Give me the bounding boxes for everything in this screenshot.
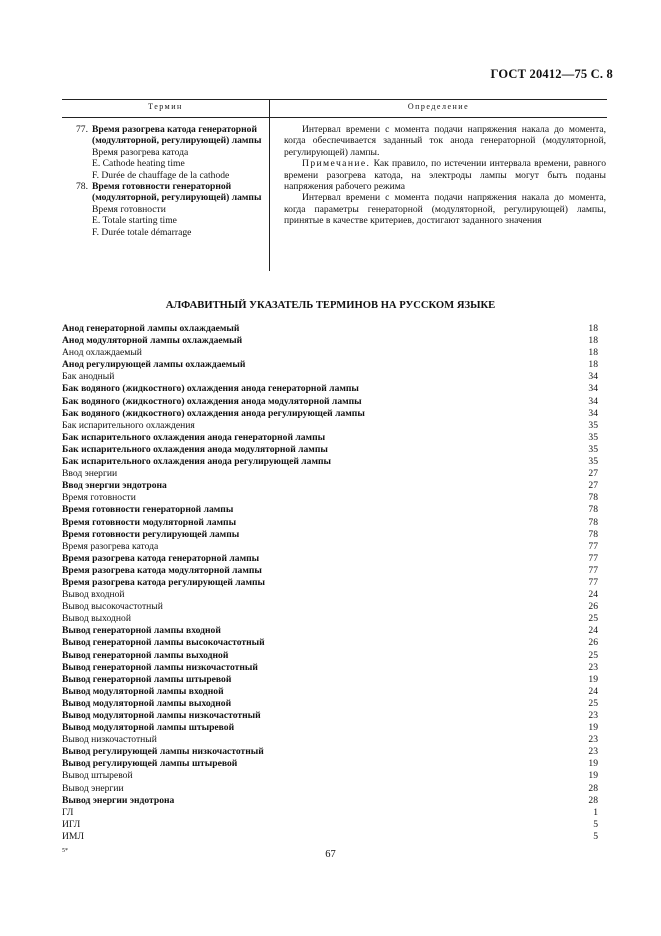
index-term: Вывод генераторной лампы выходной — [62, 649, 229, 661]
table-header-rule — [62, 117, 607, 118]
index-page-ref: 19 — [588, 722, 598, 734]
term-title: Время разогрева катода генераторной (модуляторной, регулирующей) лампы — [92, 124, 262, 147]
index-term: Вывод генераторной лампы низкочастотный — [62, 661, 258, 673]
index-page-ref: 35 — [588, 443, 598, 455]
index-entry — [62, 480, 598, 492]
index-entry — [62, 613, 598, 625]
index-entry — [62, 783, 598, 795]
index-term: Время разогрева катода генераторной лампы — [62, 552, 260, 564]
term-english: E. Cathode heating time — [92, 158, 185, 170]
index-entry — [62, 770, 598, 782]
index-page-ref: 18 — [588, 323, 598, 334]
index-entry — [62, 722, 598, 734]
index-entry — [62, 686, 598, 698]
index-page-ref: 23 — [588, 746, 598, 758]
index-entry — [62, 637, 598, 649]
index-term: Вывод выходной — [62, 613, 131, 625]
index-term: Бак водяного (жидкостного) охлаждения анода модуляторной лампы — [62, 395, 362, 407]
index-entry — [62, 746, 598, 758]
index-term: Время разогрева катода модуляторной лампы — [62, 564, 262, 576]
index-page-ref: 78 — [588, 504, 598, 516]
index-page-ref: 23 — [588, 661, 598, 673]
index-entry — [62, 468, 598, 480]
index-entry — [62, 432, 598, 444]
index-page-ref: 77 — [588, 564, 598, 576]
index-entry — [62, 371, 598, 383]
index-term: Бак водяного (жидкостного) охлаждения анода генераторной лампы — [62, 383, 359, 395]
term-french: F. Durée de chauffage de la cathode — [92, 169, 230, 181]
index-term: Бак водяного (жидкостного) охлаждения анода регулирующей лампы — [62, 407, 365, 419]
index-term: Вывод регулирующей лампы штыревой — [62, 758, 238, 770]
index-entry — [62, 819, 598, 831]
terms-table — [62, 99, 607, 271]
index-term: Время готовности генераторной лампы — [62, 504, 234, 516]
index-page-ref: 5 — [593, 818, 598, 830]
index-page-ref: 77 — [588, 540, 598, 552]
terms-column — [76, 124, 268, 238]
index-page-ref: 35 — [588, 419, 598, 431]
index-page-ref: 24 — [588, 685, 598, 697]
index-page-ref: 77 — [588, 576, 598, 588]
index-entry — [62, 625, 598, 637]
index-page-ref: 78 — [588, 528, 598, 540]
index-term: Вывод регулирующей лампы низкочастотный — [62, 746, 264, 758]
index-page-ref: 35 — [588, 456, 598, 468]
index-entry — [62, 698, 598, 710]
term-number: 77. — [76, 124, 88, 135]
column-header-term: Термин — [148, 102, 183, 111]
index-entry — [62, 734, 598, 746]
index-entry — [62, 650, 598, 662]
index-page-ref: 26 — [588, 637, 598, 649]
term-number: 78. — [76, 181, 88, 193]
index-page-ref: 18 — [588, 359, 598, 371]
index-term: Вывод генераторной лампы высокочастотный — [62, 637, 265, 649]
index-term: Вывод модуляторной лампы низкочастотный — [62, 710, 261, 721]
note-label: Примечание. — [302, 158, 371, 170]
index-page-ref: 28 — [588, 794, 598, 806]
index-entry — [62, 383, 598, 395]
column-divider-body — [269, 118, 270, 271]
index-term: Вывод модуляторной лампы штыревой — [62, 722, 235, 734]
index-page-ref: 27 — [588, 480, 598, 492]
index-page-ref: 25 — [588, 613, 598, 625]
index-entry — [62, 577, 598, 589]
term-title: Время готовности генераторной (модуляторной, регулирующей) лампы — [92, 181, 262, 204]
index-entry — [62, 589, 598, 601]
index-page-ref: 18 — [588, 335, 598, 347]
index-page-ref: 23 — [588, 710, 598, 721]
term-entry-77 — [76, 124, 268, 181]
term-entry-78 — [76, 181, 268, 238]
index-title: АЛФАВИТНЫЙ УКАЗАТЕЛЬ ТЕРМИНОВ НА РУССКОМ ЯЗЫКЕ — [165, 300, 496, 311]
index-entry — [62, 456, 598, 468]
index-page-ref: 19 — [588, 770, 598, 782]
index-entry — [62, 408, 598, 420]
index-entry — [62, 758, 598, 770]
index-term: ИМЛ — [62, 830, 84, 842]
document-code-header: ГОСТ 20412—75 С. 8 — [490, 67, 613, 81]
index-term: Вывод энергии эндотрона — [62, 794, 175, 806]
note-text: Как правило, по истечении интервала времени, равного времени разогрева катода, на электроды лампы могут быть поданы напряжения рабочего режима — [284, 158, 606, 193]
alphabetical-index — [62, 323, 598, 843]
index-entry — [62, 795, 598, 807]
index-entry — [62, 529, 598, 541]
index-term: Анод регулирующей лампы охлаждаемый — [62, 359, 246, 371]
index-term: Время разогрева катода — [62, 540, 159, 552]
index-term: Бак испарительного охлаждения анода генераторной лампы — [62, 431, 326, 443]
index-term: Вывод энергии — [62, 782, 124, 794]
index-page-ref: 34 — [588, 383, 598, 395]
index-term: Вывод штыревой — [62, 770, 133, 782]
index-entry — [62, 492, 598, 504]
term-short: Время разогрева катода — [92, 146, 189, 158]
index-term: ГЛ — [62, 806, 74, 818]
index-page-ref: 78 — [588, 516, 598, 528]
index-page-ref: 1 — [593, 806, 598, 818]
index-term: Время разогрева катода регулирующей лампы — [62, 576, 266, 588]
index-entry — [62, 601, 598, 613]
definition-note — [284, 158, 606, 192]
index-entry — [62, 444, 598, 456]
index-page-ref: 77 — [588, 552, 598, 564]
index-entry — [62, 335, 598, 347]
index-entry — [62, 662, 598, 674]
index-entry — [62, 541, 598, 553]
index-entry — [62, 565, 598, 577]
index-entry — [62, 807, 598, 819]
index-term: Анод генераторной лампы охлаждаемый — [62, 323, 240, 334]
definitions-column — [284, 124, 606, 227]
index-entry — [62, 831, 598, 843]
index-term: Анод модуляторной лампы охлаждаемый — [62, 335, 243, 347]
index-entry — [62, 359, 598, 371]
index-term: ИГЛ — [62, 818, 81, 830]
index-entry — [62, 323, 598, 335]
column-header-definition: Определение — [407, 102, 470, 111]
index-term: Вывод генераторной лампы входной — [62, 625, 221, 637]
index-page-ref: 34 — [588, 407, 598, 419]
index-entry — [62, 517, 598, 529]
index-term: Время готовности регулирующей лампы — [62, 528, 240, 540]
index-page-ref: 19 — [588, 673, 598, 685]
index-page-ref: 5 — [593, 830, 598, 842]
index-entry — [62, 674, 598, 686]
index-page-ref: 24 — [588, 589, 598, 601]
index-term: Ввод энергии — [62, 468, 118, 480]
index-entry — [62, 420, 598, 432]
index-entry — [62, 396, 598, 408]
index-term: Вывод высокочастотный — [62, 601, 163, 613]
index-page-ref: 78 — [588, 492, 598, 504]
index-page-ref: 34 — [588, 395, 598, 407]
index-page-ref: 26 — [588, 601, 598, 613]
index-entry — [62, 710, 598, 722]
index-page-ref: 23 — [588, 734, 598, 746]
term-french: F. Durée totale démarrage — [92, 226, 192, 238]
index-entry — [62, 553, 598, 565]
index-term: Бак испарительного охлаждения анода регулирующей лампы — [62, 456, 332, 468]
term-english: E. Totale starting time — [92, 215, 177, 227]
index-term: Вывод низкочастотный — [62, 734, 157, 746]
index-term: Вывод входной — [62, 589, 125, 601]
footnote-mark: 5* — [62, 848, 68, 854]
index-term: Вывод модуляторной лампы выходной — [62, 697, 232, 709]
definition-77: Интервал времени с момента подачи напряжения накала до момента, когда обеспечивается заданный ток анода генераторной (модуляторной, регулирующей) лампы. — [284, 124, 606, 158]
index-page-ref: 25 — [588, 697, 598, 709]
definition-78: Интервал времени с момента подачи напряжения накала до момента, когда параметры генераторной (модуляторной, регулирующей) лампы, принятые в качестве критериев, достигают заданного значения — [284, 192, 606, 227]
table-top-rule — [62, 99, 607, 100]
index-page-ref: 35 — [588, 431, 598, 443]
index-term: Бак анодный — [62, 371, 115, 383]
index-page-ref: 34 — [588, 371, 598, 383]
index-term: Время готовности — [62, 492, 136, 504]
index-term: Бак испарительного охлаждения — [62, 419, 195, 431]
index-term: Ввод энергии эндотрона — [62, 480, 167, 492]
index-entry — [62, 504, 598, 516]
index-page-ref: 28 — [588, 782, 598, 794]
index-page-ref: 18 — [588, 347, 598, 359]
index-term: Время готовности модуляторной лампы — [62, 516, 237, 528]
index-page-ref: 19 — [588, 758, 598, 770]
index-term: Бак испарительного охлаждения анода модуляторной лампы — [62, 443, 328, 455]
term-short: Время готовности — [92, 203, 166, 215]
index-term: Анод охлаждаемый — [62, 347, 142, 359]
index-page-ref: 25 — [588, 649, 598, 661]
index-term: Вывод модуляторной лампы входной — [62, 685, 224, 697]
index-page-ref: 24 — [588, 625, 598, 637]
index-entry — [62, 347, 598, 359]
page-number: 67 — [325, 849, 336, 860]
index-page-ref: 27 — [588, 468, 598, 480]
index-term: Вывод генераторной лампы штыревой — [62, 673, 232, 685]
